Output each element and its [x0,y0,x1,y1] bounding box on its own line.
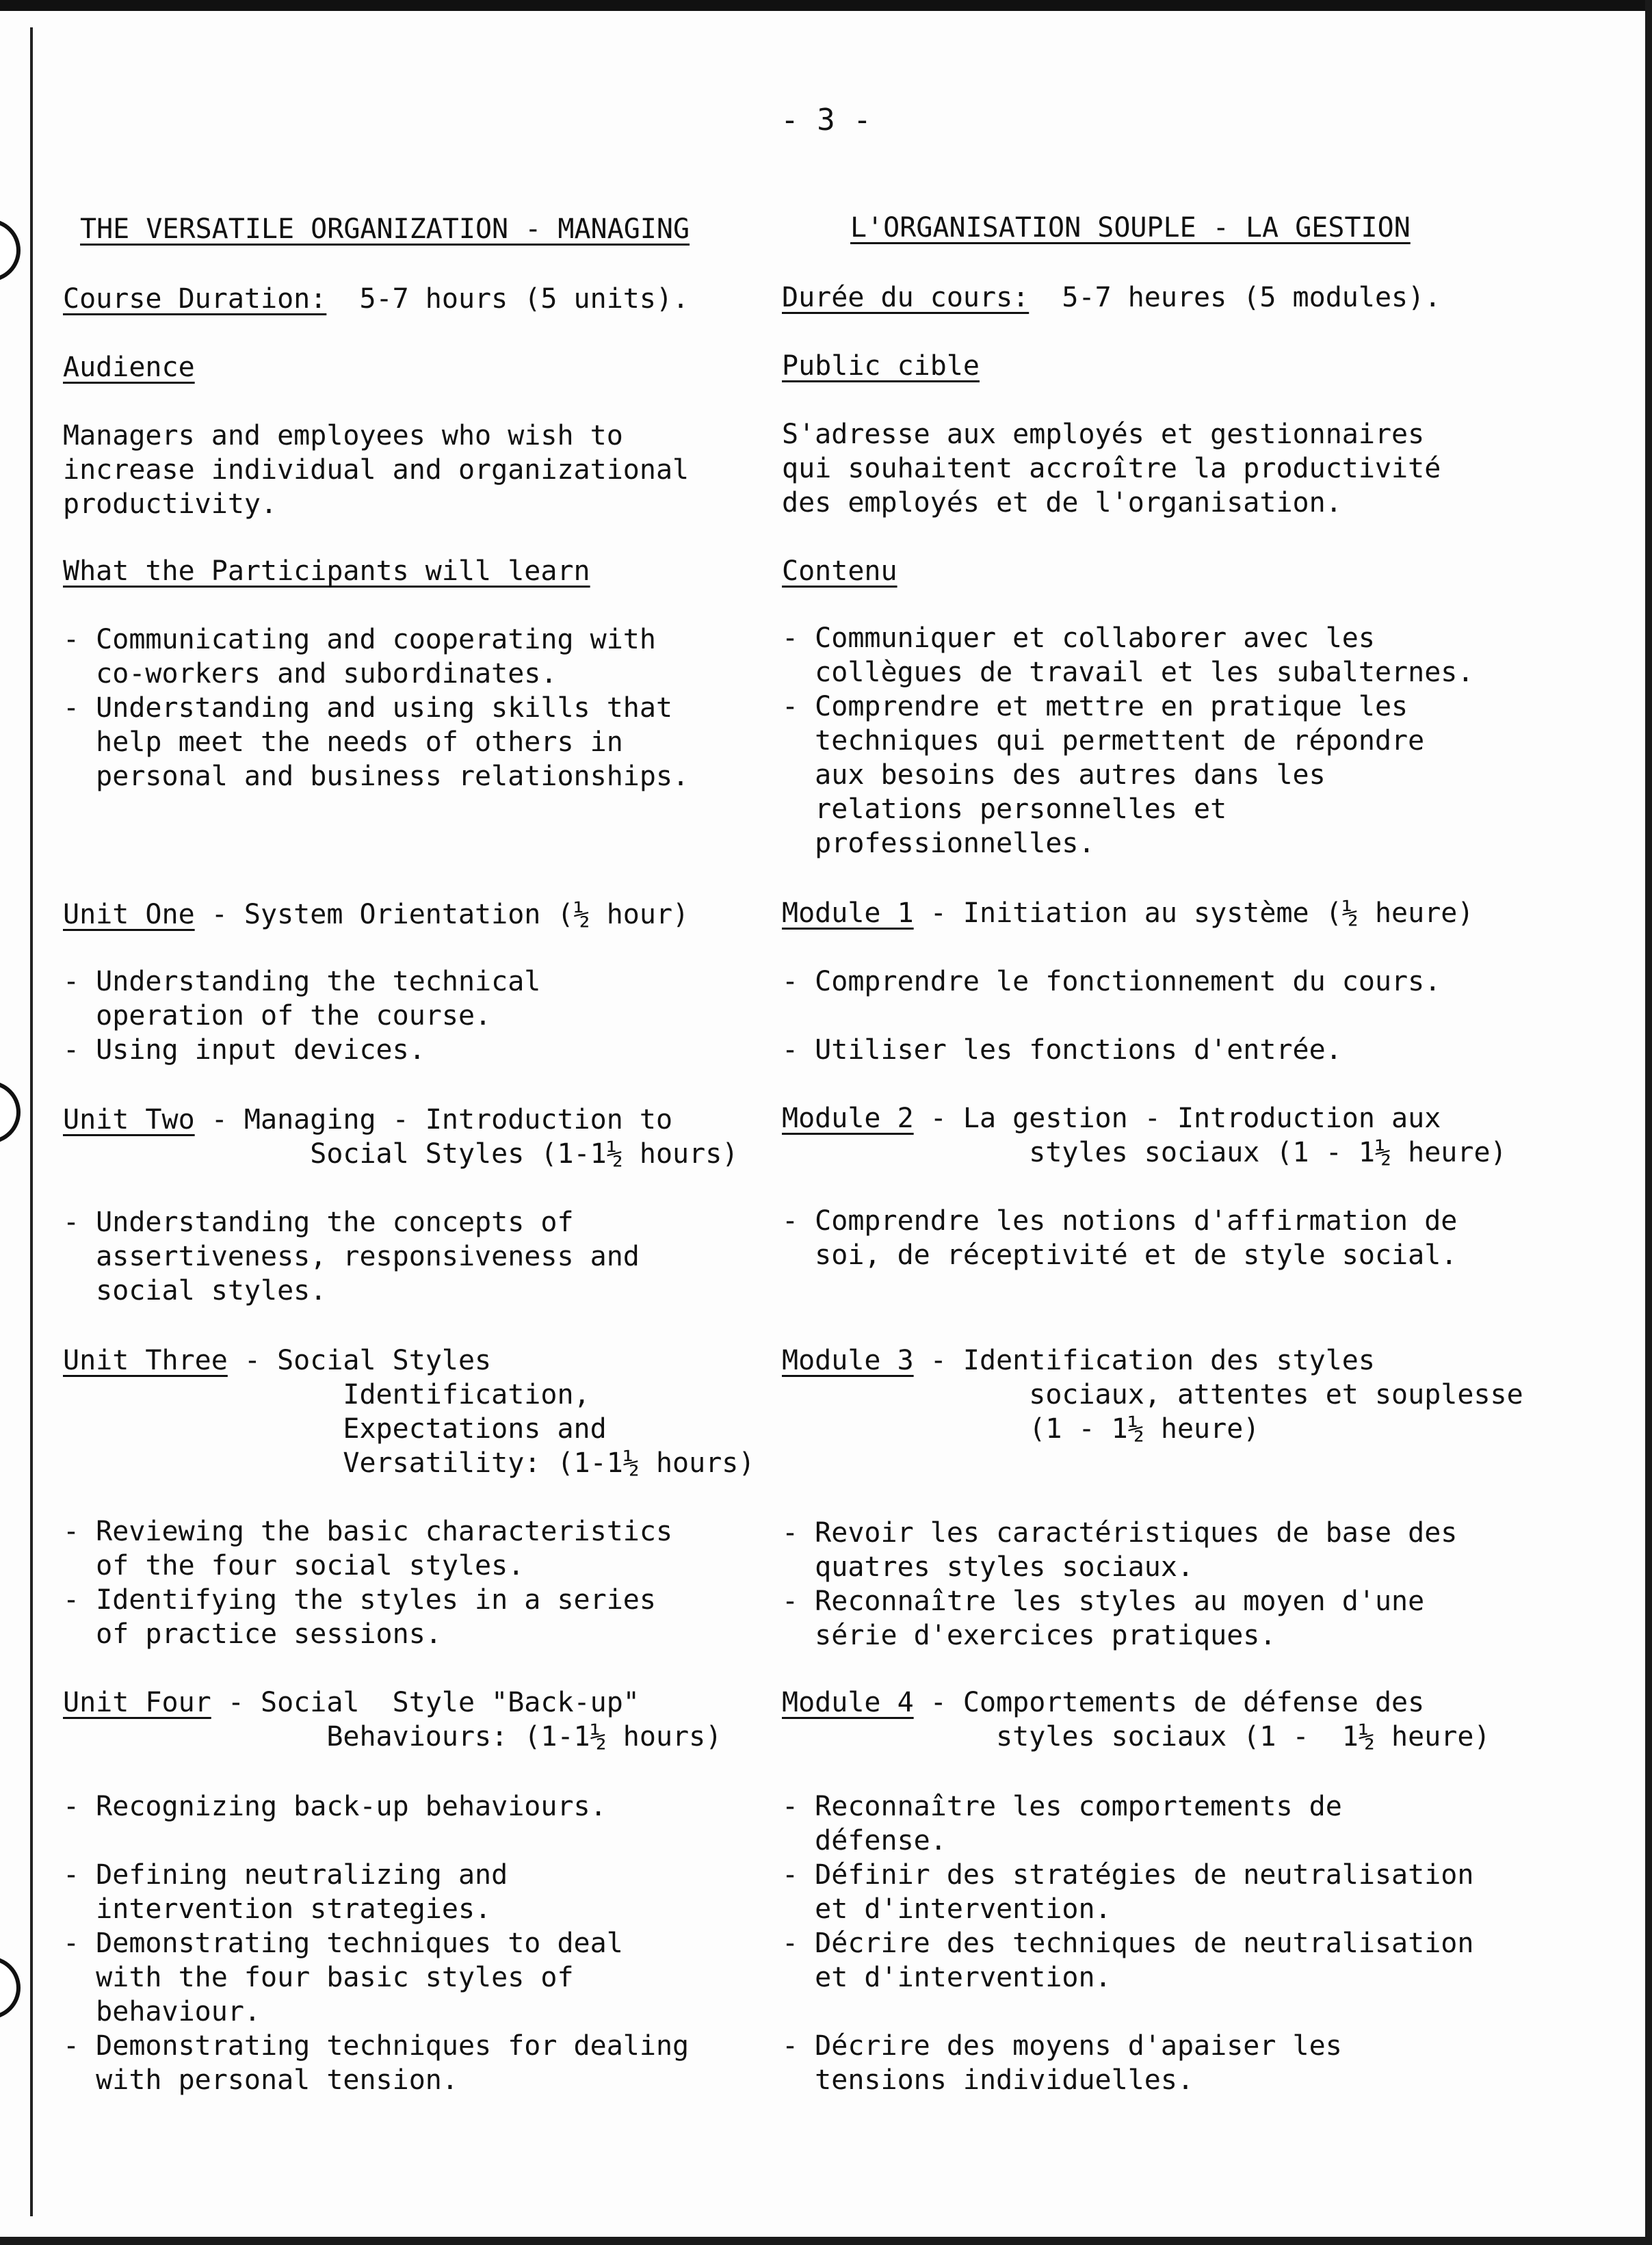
english-unit1-label: Unit One [63,899,195,930]
french-learn-items: - Communiquer et collaborer avec les collègues de travail et les subalternes. - Comprendre et mettre en pratique les techniques qui permettent de répondre aux besoins des autres dans les relations personnelles et professionnelles. [782,622,1474,859]
french-module4-items: - Reconnaître les comportements de défense. - Définir des stratégies de neutralisation et d'intervention. - Décrire des techniques de neutralisation et d'intervention. - Décrire des moyens d'apaiser les tensions individuelles. [782,1791,1474,2096]
english-audience-text: Managers and employees who wish to increase individual and organizational productivity. [63,420,690,520]
french-audience-text: S'adresse aux employés et gestionnaires qui souhaitent accroître la productivité des employés et de l'organisation. [782,419,1441,518]
scan-bottom-border [0,2237,1652,2245]
french-module1-label: Module 1 [782,897,914,929]
french-module1-items: - Comprendre le fonctionnement du cours. - Utiliser les fonctions d'entrée. [782,966,1441,1066]
french-module2-label: Module 2 [782,1103,914,1134]
page-number: - 3 - [781,103,871,137]
english-audience-heading: Audience [63,352,195,383]
english-unit3-items: - Reviewing the basic characteristics of the four social styles. - Identifying the styles in a series of practice sessions. [63,1516,673,1650]
english-unit3-label: Unit Three [63,1345,228,1376]
english-unit2-label: Unit Two [63,1104,195,1135]
english-unit4-title: - Social Style "Back-up" Behaviours: (1-1½ hours) [227,1687,722,1752]
french-learn-heading: Contenu [782,555,897,587]
scan-top-border [0,0,1652,11]
english-duration-value: 5-7 hours (5 units). [326,283,690,315]
english-unit2-items: - Understanding the concepts of assertiveness, responsiveness and social styles. [63,1207,640,1307]
scan-right-border [1645,0,1652,2245]
french-audience-heading: Public cible [782,350,980,382]
english-title: THE VERSATILE ORGANIZATION - MANAGING [80,213,690,245]
punch-hole-icon [0,219,21,282]
french-module3-title: - Identification des styles sociaux, attentes et souplesse (1 - 1½ heure) [930,1345,1523,1445]
english-unit1-title: - System Orientation (½ hour) [194,899,690,930]
french-title: L'ORGANISATION SOUPLE - LA GESTION [850,212,1411,244]
french-module3-items: - Revoir les caractéristiques de base des quatres styles sociaux. - Reconnaître les styles au moyen d'une série d'exercices pratiques. [782,1517,1458,1651]
binding-edge-line [30,27,33,2216]
english-unit1-items: - Understanding the technical operation of the course. - Using input devices. [63,966,541,1066]
english-learn-heading: What the Participants will learn [63,555,590,587]
french-module1-title: - Initiation au système (½ heure) [913,897,1474,929]
english-unit4-label: Unit Four [63,1687,211,1718]
french-module4-title: - Comportements de défense des styles sociaux (1 - 1½ heure) [930,1687,1491,1752]
french-module2-title: - La gestion - Introduction aux styles sociaux (1 - 1½ heure) [930,1103,1507,1168]
french-module2-items: - Comprendre les notions d'affirmation de soi, de réceptivité et de style social. [782,1205,1458,1271]
french-duration-label: Durée du cours: [782,282,1030,313]
french-module3-label: Module 3 [782,1345,914,1376]
french-duration-value: 5-7 heures (5 modules). [1029,282,1441,313]
english-unit2-title: - Managing - Introduction to Social Styles (1-1½ hours) [211,1104,739,1170]
punch-hole-icon [0,1081,21,1144]
english-duration-label: Course Duration: [63,283,327,315]
punch-hole-icon [0,1956,21,2019]
english-unit4-items: - Recognizing back-up behaviours. - Defining neutralizing and intervention strategies. - Demonstrating techniques to deal with the four basic styles of behaviour. - Demonstrating techniques for dealing with personal tension. [63,1791,690,2096]
english-learn-items: - Communicating and cooperating with co-workers and subordinates. - Understanding and using skills that help meet the needs of others in personal and business relationships. [63,624,690,792]
french-module4-label: Module 4 [782,1687,914,1718]
english-unit3-title: - Social Styles Identification, Expectations and Versatility: (1-1½ hours) [244,1345,755,1479]
